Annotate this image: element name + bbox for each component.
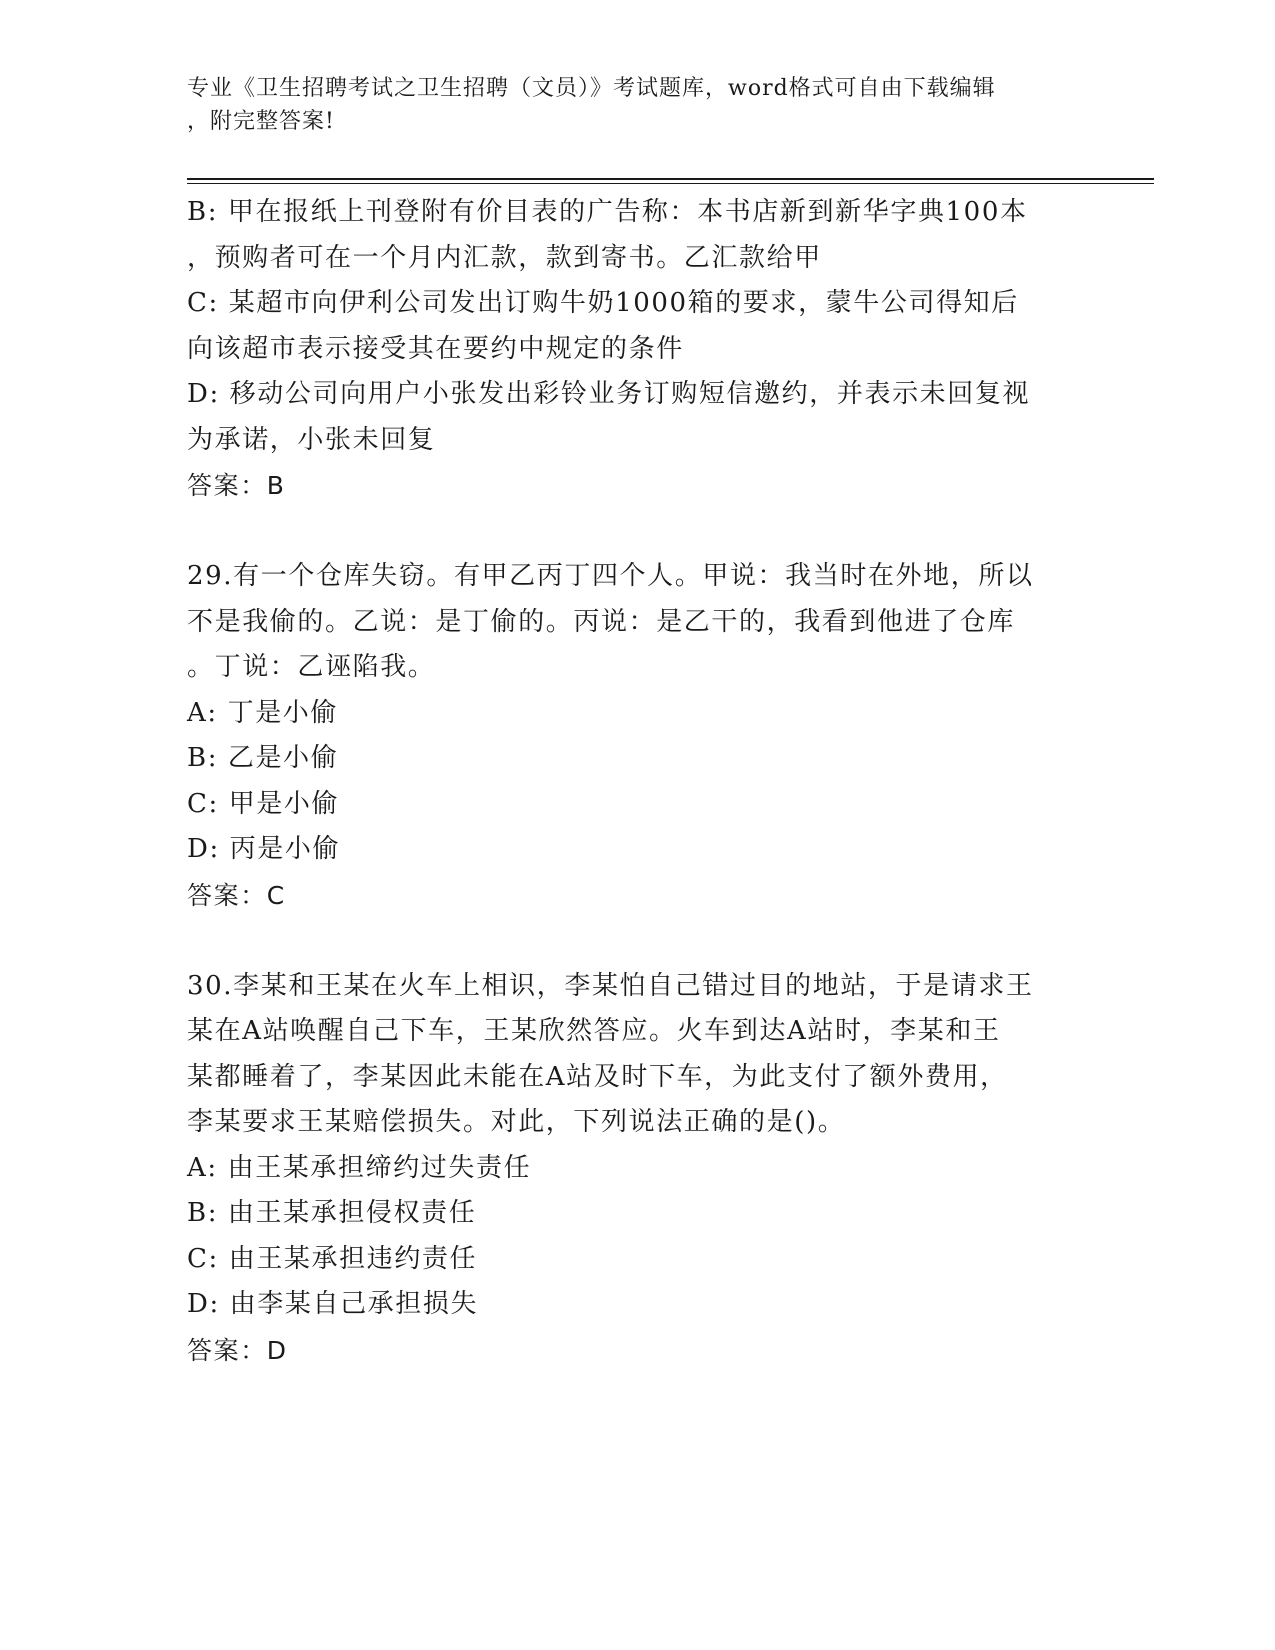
question-29 xyxy=(187,554,1087,918)
option-d-line-1: D: 移动公司向用户小张发出彩铃业务订购短信邀约，并表示未回复视 xyxy=(187,379,1031,409)
q29-stem-line-2: 不是我偷的。乙说：是丁偷的。丙说：是乙干的，我看到他进了仓库 xyxy=(187,606,1016,637)
question-28-continued xyxy=(187,190,1087,509)
option-c-line-1: C: 某超市向伊利公司发出订购牛奶1000箱的要求，蒙牛公司得知后 xyxy=(187,288,1019,318)
option-b-line-2: ，预购者可在一个月内汇款，款到寄书。乙汇款给甲 xyxy=(187,242,822,273)
q30-stem-line-4: 李某要求王某赔偿损失。对此，下列说法正确的是()。 xyxy=(187,1107,846,1137)
q30-option-c: C: 由王某承担违约责任 xyxy=(187,1243,478,1274)
q30-stem-line-1: 30.李某和王某在火车上相识，李某怕自己错过目的地站，于是请求王 xyxy=(187,970,1034,1001)
document-header xyxy=(187,72,1067,138)
q30-stem-line-3: 某都睡着了，李某因此未能在A站及时下车，为此支付了额外费用， xyxy=(187,1061,1008,1092)
q30-option-d: D: 由李某自己承担损失 xyxy=(187,1289,479,1319)
q29-option-d: D: 丙是小偷 xyxy=(187,834,341,864)
q30-option-a: A: 由王某承担缔约过失责任 xyxy=(187,1152,532,1183)
answer-29: 答案：C xyxy=(187,880,286,910)
document-body xyxy=(187,190,1087,1373)
header-line-1: 专业《卫生招聘考试之卫生招聘（文员）》考试题库，word格式可自由下载编辑 xyxy=(187,76,996,101)
header-divider-thin xyxy=(187,183,1154,184)
q29-stem-line-1: 29.有一个仓库失窃。有甲乙丙丁四个人。甲说：我当时在外地，所以 xyxy=(187,561,1034,591)
q29-stem-line-3: 。丁说：乙诬陷我。 xyxy=(187,652,436,682)
q30-option-b: B: 由王某承担侵权责任 xyxy=(187,1198,477,1228)
spacer xyxy=(187,918,1087,964)
answer-28: 答案：B xyxy=(187,471,286,500)
option-b-line-1: B: 甲在报纸上刊登附有价目表的广告称：本书店新到新华字典100本 xyxy=(187,197,1028,227)
q29-option-b: B: 乙是小偷 xyxy=(187,743,339,773)
q29-option-a: A: 丁是小偷 xyxy=(187,697,339,728)
spacer xyxy=(187,509,1087,555)
question-30 xyxy=(187,964,1087,1374)
option-d-line-2: 为承诺，小张未回复 xyxy=(187,424,436,455)
option-c-line-2: 向该超市表示接受其在要约中规定的条件 xyxy=(187,333,684,364)
answer-30: 答案：D xyxy=(187,1335,288,1365)
q30-stem-line-2: 某在A站唤醒自己下车，王某欣然答应。火车到达A站时，李某和王 xyxy=(187,1016,1001,1046)
header-divider-thick xyxy=(187,178,1154,180)
q29-option-c: C: 甲是小偷 xyxy=(187,788,340,819)
header-line-2: ，附完整答案! xyxy=(187,109,335,134)
